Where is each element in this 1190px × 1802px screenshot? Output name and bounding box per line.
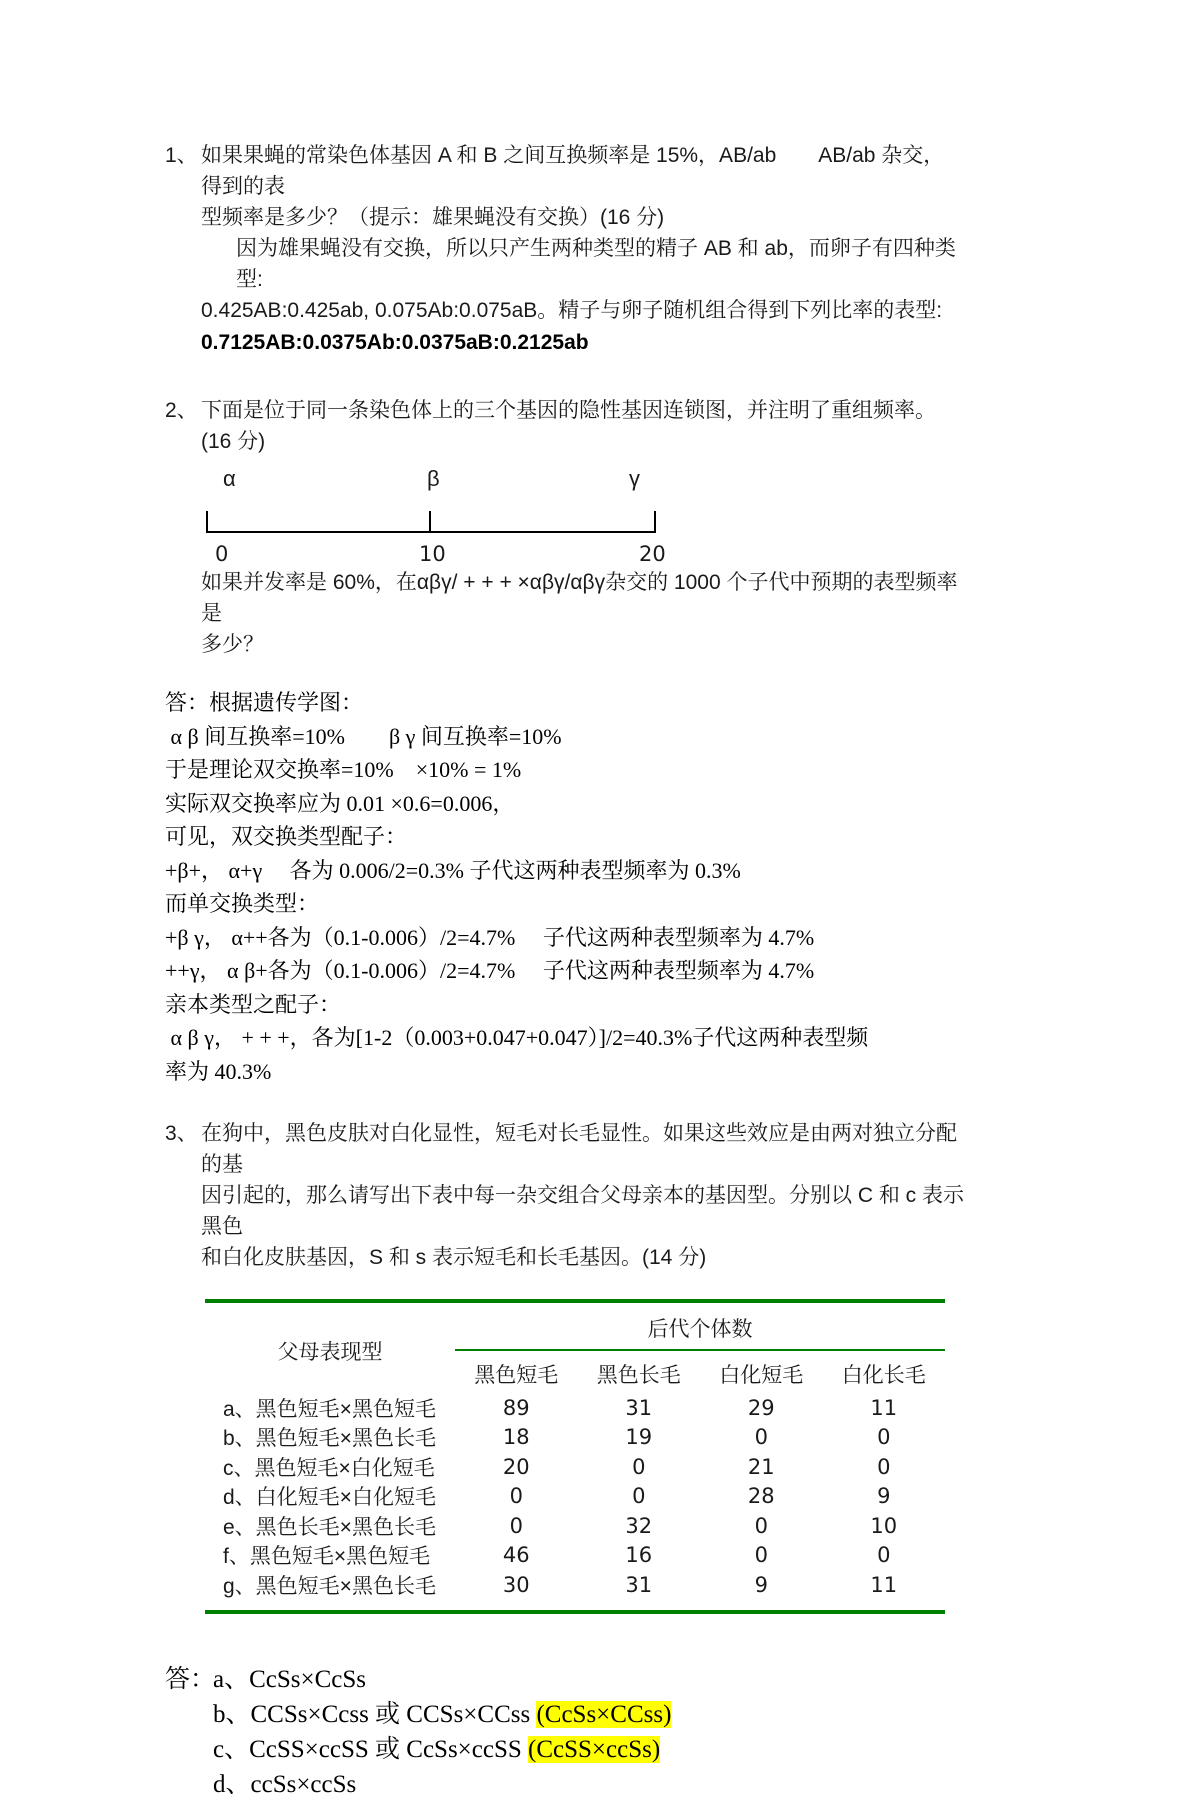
answer-3-line-a: a、CcSs×CcSs bbox=[213, 1665, 367, 1693]
row-label: f、黑色短毛×黑色短毛 bbox=[223, 1545, 431, 1569]
column-header-black-long: 黑色长毛 bbox=[596, 1364, 681, 1387]
question-2-answer bbox=[165, 686, 965, 1088]
answer-3-line-d: d、ccSs×ccSs bbox=[213, 1770, 357, 1798]
cell-value: 29 bbox=[747, 1395, 775, 1420]
table-row bbox=[205, 1570, 945, 1600]
question-2-number: 2、 bbox=[165, 399, 198, 422]
gene-beta-label: β bbox=[427, 466, 440, 491]
answer-2-line: 答：根据遗传学图： bbox=[165, 690, 364, 715]
answer-3-b-highlight: (CcSs×CCss) bbox=[536, 1700, 672, 1728]
cell-value: 0 bbox=[632, 1484, 646, 1509]
table-row bbox=[205, 1511, 945, 1541]
map-tick-right bbox=[654, 511, 656, 531]
cell-value: 28 bbox=[747, 1484, 775, 1509]
answer-3-b-main: b、CCSs×Ccss 或 CCSs×CCss bbox=[213, 1700, 537, 1728]
answer-3-line-c bbox=[213, 1732, 965, 1767]
question-1-text-line2: 型频率是多少？（提示：雄果蝇没有交换）(16 分) bbox=[201, 206, 665, 229]
cell-value: 0 bbox=[509, 1484, 523, 1509]
question-2 bbox=[165, 395, 965, 1088]
question-3-text-line3: 和白化皮肤基因，S 和 s 表示短毛和长毛基因。(14 分) bbox=[201, 1246, 707, 1269]
question-1-answer-line2: 0.425AB:0.425ab, 0.075Ab:0.075aB。精子与卵子随机组合得到下列比率的表型: bbox=[201, 299, 943, 322]
gene-gamma-label: γ bbox=[629, 466, 640, 491]
cell-value: 9 bbox=[754, 1572, 768, 1597]
answer-2-line: 于是理论双交换率=10% ×10% = 1% bbox=[165, 757, 522, 782]
table-row bbox=[205, 1482, 945, 1512]
row-label: g、黑色短毛×黑色长毛 bbox=[223, 1574, 436, 1598]
answer-2-line: ++γ， α β+各为（0.1-0.006）/2=4.7% 子代这两种表型频率为 4.7% bbox=[165, 958, 815, 983]
cell-value: 30 bbox=[502, 1572, 530, 1597]
parent-phenotype-header: 父母表现型 bbox=[277, 1341, 383, 1364]
cell-value: 19 bbox=[625, 1425, 653, 1450]
cell-value: 31 bbox=[625, 1572, 653, 1597]
question-3-answer bbox=[165, 1662, 965, 1802]
cell-value: 20 bbox=[502, 1454, 530, 1479]
answer-2-line: +β γ， α++各为（0.1-0.006）/2=4.7% 子代这两种表型频率为 4.7% bbox=[165, 924, 815, 950]
cell-value: 0 bbox=[877, 1454, 891, 1479]
map-tick-middle bbox=[429, 511, 431, 531]
offspring-group-header: 后代个体数 bbox=[455, 1309, 945, 1351]
row-label: e、黑色长毛×黑色长毛 bbox=[223, 1515, 436, 1539]
cell-value: 0 bbox=[754, 1425, 768, 1450]
linkage-map-diagram bbox=[201, 463, 965, 567]
cell-value: 32 bbox=[625, 1513, 653, 1538]
cell-value: 89 bbox=[502, 1395, 530, 1420]
row-label: d、白化短毛×白化短毛 bbox=[223, 1486, 436, 1510]
cell-value: 11 bbox=[870, 1395, 898, 1420]
question-1-number: 1、 bbox=[165, 144, 198, 167]
map-position-0: 0 bbox=[215, 542, 229, 566]
map-position-20: 20 bbox=[639, 542, 666, 566]
table-row bbox=[205, 1423, 945, 1453]
row-label: b、黑色短毛×黑色长毛 bbox=[223, 1427, 436, 1451]
row-label: a、黑色短毛×黑色短毛 bbox=[223, 1397, 436, 1421]
column-header-albino-short: 白化短毛 bbox=[719, 1364, 804, 1387]
answer-prefix: 答： bbox=[165, 1665, 216, 1693]
cell-value: 0 bbox=[877, 1425, 891, 1450]
answer-2-line: 而单交换类型： bbox=[165, 891, 320, 916]
map-position-10: 10 bbox=[419, 542, 446, 566]
gene-alpha-label: α bbox=[223, 466, 236, 491]
question-1 bbox=[165, 140, 965, 359]
cell-value: 9 bbox=[877, 1484, 891, 1509]
answer-2-line: 率为 40.3% bbox=[165, 1058, 272, 1084]
question-3 bbox=[165, 1118, 965, 1802]
question-1-answer-result: 0.7125AB:0.0375Ab:0.0375aB:0.2125ab bbox=[201, 331, 589, 354]
cell-value: 0 bbox=[877, 1543, 891, 1568]
cell-value: 11 bbox=[870, 1572, 898, 1597]
table-row bbox=[205, 1541, 945, 1571]
question-3-text-line2: 因引起的，那么请写出下表中每一杂交组合父母亲本的基因型。分别以 C 和 c 表示黑色 bbox=[201, 1184, 965, 1238]
answer-3-line-b bbox=[213, 1697, 965, 1732]
question-1-answer-line1: 因为雄果蝇没有交换，所以只产生两种类型的精子 AB 和 ab，而卵子有四种类型: bbox=[236, 237, 956, 291]
offspring-count-table bbox=[205, 1299, 945, 1614]
answer-2-line: 可见，双交换类型配子： bbox=[165, 824, 408, 849]
answer-3-c-highlight: (CcSS×ccSs) bbox=[528, 1735, 661, 1763]
map-tick-left bbox=[206, 511, 208, 531]
cell-value: 0 bbox=[754, 1543, 768, 1568]
cell-value: 46 bbox=[502, 1543, 530, 1568]
cell-value: 0 bbox=[509, 1513, 523, 1538]
answer-2-line: 实际双交换率应为 0.01 ×0.6=0.006， bbox=[165, 790, 515, 816]
column-header-black-short: 黑色短毛 bbox=[474, 1364, 559, 1387]
cell-value: 0 bbox=[632, 1454, 646, 1479]
question-1-text-line1: 如果果蝇的常染色体基因 A 和 B 之间互换频率是 15%，AB/ab AB/ab 杂交，得到的表 bbox=[201, 144, 945, 198]
answer-3-c-main: c、CcSS×ccSS 或 CcSs×ccSS bbox=[213, 1735, 529, 1763]
cell-value: 16 bbox=[625, 1543, 653, 1568]
row-label: c、黑色短毛×白化短毛 bbox=[223, 1456, 435, 1480]
table-header bbox=[205, 1309, 945, 1393]
question-2-text-line1: 如果并发率是 60%，在αβγ/ + + + ×αβγ/αβγ杂交的 1000 个子代中预期的表型频率是 bbox=[201, 571, 958, 625]
answer-2-line: α β 间互换率=10% β γ 间互换率=10% bbox=[165, 723, 562, 749]
answer-2-line: α β γ， + + +，各为[1-2（0.003+0.047+0.047）]/2=40.3%子代这两种表型频 bbox=[165, 1025, 869, 1050]
map-axis-line bbox=[206, 531, 656, 533]
question-2-text-line2: 多少？ bbox=[201, 633, 264, 656]
question-2-intro: 下面是位于同一条染色体上的三个基因的隐性基因连锁图，并注明了重组频率。(16 分) bbox=[201, 399, 936, 453]
cell-value: 21 bbox=[747, 1454, 775, 1479]
question-3-text-line1: 在狗中，黑色皮肤对白化显性，短毛对长毛显性。如果这些效应是由两对独立分配的基 bbox=[201, 1122, 957, 1176]
answer-2-line: +β+， α+γ 各为 0.006/2=0.3% 子代这两种表型频率为 0.3% bbox=[165, 857, 741, 883]
column-header-albino-long: 白化长毛 bbox=[841, 1364, 926, 1387]
answer-2-line: 亲本类型之配子： bbox=[165, 991, 342, 1017]
cell-value: 10 bbox=[870, 1513, 898, 1538]
table-row bbox=[205, 1452, 945, 1482]
cell-value: 31 bbox=[625, 1395, 653, 1420]
cell-value: 18 bbox=[502, 1425, 530, 1450]
question-3-number: 3、 bbox=[165, 1122, 198, 1145]
cell-value: 0 bbox=[754, 1513, 768, 1538]
table-row bbox=[205, 1393, 945, 1423]
